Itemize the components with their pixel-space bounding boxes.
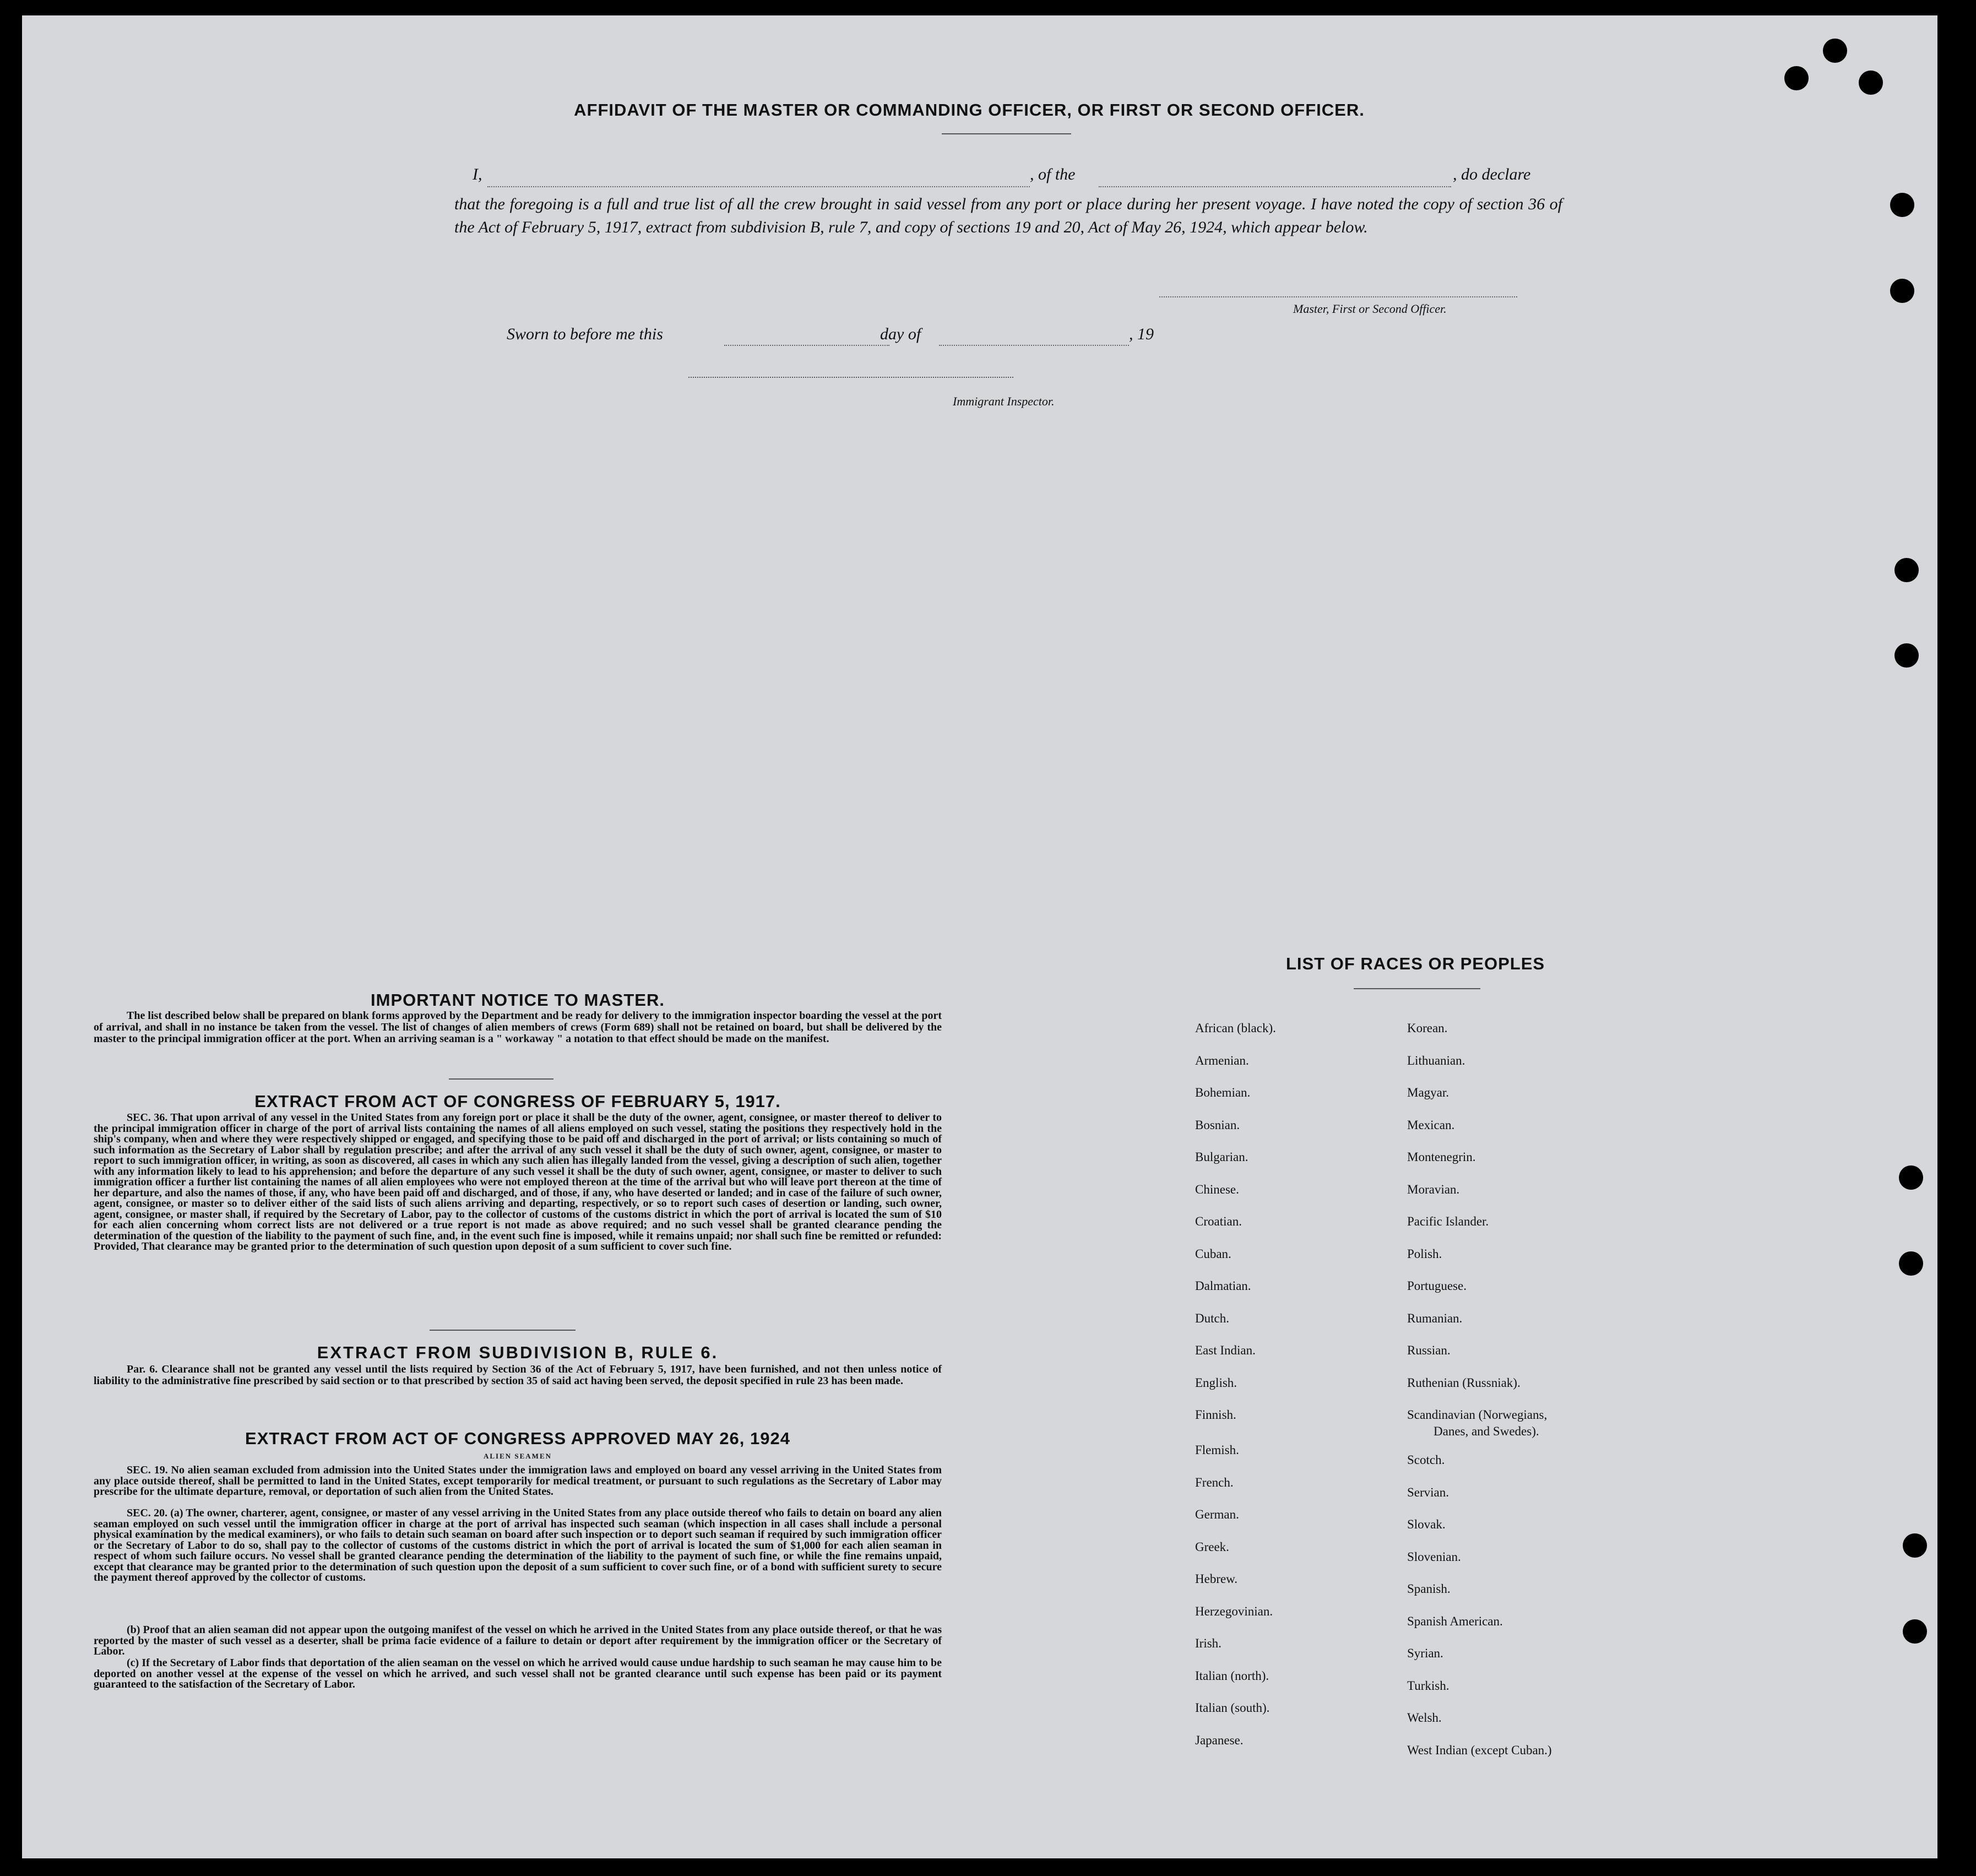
day-of-label: day of (880, 325, 921, 343)
race-item: Italian (south). (1195, 1701, 1270, 1715)
sworn-label: Sworn to before me this (507, 325, 663, 343)
race-item: Magyar. (1407, 1086, 1450, 1099)
race-item: Scandinavian (Norwegians, (1407, 1408, 1548, 1422)
subdivision-b-title: EXTRACT FROM SUBDIVISION B, RULE 6. (317, 1343, 719, 1362)
race-item: Finnish. (1195, 1408, 1236, 1422)
binder-hole (1903, 1619, 1927, 1644)
sec19-body: SEC. 19. No alien seaman excluded from admission into the United States under the immigration laws and employed on board any vessel arriving in the United States from any place outside thereof, shall be permitted to land in the United States, except temporarily for medical treatment, or pursuant to such regulations as the Secretary of Labor may prescribe for the ultimate departure, removal, or deportation of such alien from the United States. (94, 1464, 942, 1498)
race-item: Korean. (1407, 1021, 1448, 1035)
race-item: Scotch. (1407, 1453, 1445, 1467)
master-label: Master, First or Second Officer. (1293, 302, 1447, 316)
divider (449, 1078, 553, 1080)
divider (1354, 988, 1480, 989)
binder-hole (1890, 279, 1914, 303)
race-item: Turkish. (1407, 1678, 1450, 1693)
sec20b-body: (b) Proof that an alien seaman did not appear upon the outgoing manifest of the vessel on which he arrived in the United States from any place outside thereof, or that he was reported by the master of such vessel as a deserter, shall be prima facie evidence of a failure to detain or deport after requirement by the immigration officer or the Secretary of Labor. (94, 1624, 942, 1657)
extract-1924-subtitle: ALIEN SEAMEN (483, 1452, 552, 1460)
race-item: Italian (north). (1195, 1668, 1269, 1683)
race-item: African (black). (1195, 1021, 1276, 1035)
races-left-column (1195, 1012, 1276, 1756)
race-item: West Indian (except Cuban.) (1407, 1743, 1552, 1757)
race-item: Ruthenian (Russniak). (1407, 1375, 1521, 1390)
affidavit-body: that the foregoing is a full and true list of all the crew brought in said vessel from any port or place during her present voyage. I have noted the copy of section 36 of the Act of February 5, 1917, extract from subdivision B, rule 7, and copy of sections 19 and 20, Act of May 26, 1924, which appear below. (454, 195, 1562, 236)
race-item: Russian. (1407, 1343, 1451, 1357)
race-item: Lithuanian. (1407, 1053, 1465, 1067)
divider (942, 133, 1071, 134)
race-item: Greek. (1195, 1539, 1229, 1554)
race-item: Bohemian. (1195, 1086, 1251, 1099)
binder-hole (1784, 66, 1809, 90)
extract-1924-title: EXTRACT FROM ACT OF CONGRESS APPROVED MAY 26, 1924 (245, 1429, 790, 1448)
declarant-name-line[interactable] (487, 186, 1030, 187)
race-item: Chinese. (1195, 1182, 1239, 1196)
affidavit-title: AFFIDAVIT OF THE MASTER OR COMMANDING OFFICER, OR FIRST OR SECOND OFFICER. (574, 100, 1365, 120)
binder-hole (1890, 193, 1914, 217)
races-right-column (1407, 1012, 1552, 1766)
sworn-month-line[interactable] (939, 345, 1129, 346)
race-item: Spanish American. (1407, 1614, 1503, 1628)
extract-1917-title: EXTRACT FROM ACT OF CONGRESS OF FEBRUARY 5, 1917. (254, 1092, 781, 1111)
declarant-i-label: I, (473, 165, 482, 183)
inspector-signature-line[interactable] (688, 377, 1013, 378)
race-item: French. (1195, 1475, 1234, 1489)
race-item: Montenegrin. (1407, 1150, 1476, 1164)
race-item: Croatian. (1195, 1214, 1242, 1228)
race-item: Polish. (1407, 1246, 1442, 1261)
race-item: Bosnian. (1195, 1118, 1240, 1132)
race-item: Portuguese. (1407, 1279, 1467, 1293)
of-the-label: , of the (1030, 165, 1076, 183)
sec20c-body: (c) If the Secretary of Labor finds that deportation of the alien seaman on the vessel on which he arrived would cause undue hardship to such seaman he may cause him to be deported on another vessel at the expense of the vessel on which he arrived, and such vessel shall not be granted clearance until such expense has been paid or its payment guaranteed to the satisfaction of the Secretary of Labor. (94, 1657, 942, 1690)
race-item: Rumanian. (1407, 1311, 1463, 1325)
race-item: Slovak. (1407, 1517, 1446, 1531)
race-item: Syrian. (1407, 1646, 1443, 1660)
binder-hole (1823, 39, 1847, 63)
binder-hole (1894, 643, 1919, 668)
race-item: Danes, and Swedes). (1434, 1424, 1539, 1438)
race-item: Irish. (1195, 1636, 1222, 1650)
race-item: Dutch. (1195, 1311, 1229, 1325)
race-item: Japanese. (1195, 1733, 1244, 1747)
notice-title: IMPORTANT NOTICE TO MASTER. (371, 990, 665, 1010)
binder-hole (1903, 1533, 1927, 1558)
sec20a-body: SEC. 20. (a) The owner, charterer, agent, consignee, or master of any vessel arriving in the United States from any place outside thereof who fails to detain on board any alien seaman employed on such vessel until the immigration officer in charge at the port of arrival has inspected such seaman (which inspection in all cases shall include a personal physical examination by the medical examiners), or who fails to detain such seaman on board after such inspection or to deport such seaman if required by such immigration officer or the Secretary of Labor to do so, shall pay to the collector of customs of the customs district in which the port of arrival is located the sum of $1,000 for each alien seaman in respect of whom such failure occurs. No vessel shall be granted clearance pending the determination of the liability to the payment of such fine, or while the fine remains unpaid, except that clearance may be granted prior to the determination of such question upon the deposit of a sum sufficient to cover such fine, or of a bond with sufficient surety to secure the payment thereof approved by the collector of customs. (94, 1507, 942, 1584)
year-label: , 19 (1129, 325, 1154, 343)
race-item: East Indian. (1195, 1343, 1256, 1357)
extract-1917-body: SEC. 36. That upon arrival of any vessel in the United States from any foreign port or place it shall be the duty of the owner, agent, consignee, or master thereof to deliver to the principal immigration officer in charge of the port of arrival lists containing the names of all aliens employed on such vessel, stating the positions they respectively hold in the ship's company, when and where they were respectively shipped or engaged, and specifying those to be paid off and discharged in the port of arrival; or lists containing so much of such information as the Secretary of Labor shall by regulation prescribe; and after the arrival of any such vessel it shall be the duty of such owner, agent, consignee, or master to report to such immigration officer, in writing, as soon as discovered, all cases in which any such alien has illegally landed from the vessel, giving a description of such alien, together with any information likely to lead to his apprehension; and before the departure of any such vessel it shall be the duty of such owner, agent, consignee, or master to deliver to such immigration officer a further list containing the names of all alien employees who were not employed thereon at the time of the arrival but who will leave port thereon at the time of her departure, and also the names of those, if any, who have been paid off and discharged, and of those, if any, who have deserted or landed; and in case of the failure of such owner, agent, consignee, or master so to deliver either of the said lists of such aliens arriving and departing, respectively, or so to report such cases of desertion or landing, such owner, agent, consignee, or master shall, if required by the Secretary of Labor, pay to the collector of customs of the customs district in which the port of arrival is located the sum of $10 for each alien concerning whom correct lists are not delivered or a true report is not made as above required; and no such vessel shall be granted clearance pending the determination of the question of the liability to the payment of such fine, and, in the event such fine is imposed, while it remains unpaid; nor shall such fine be remitted or refunded: Provided, That clearance may be granted prior to the determination of such question upon deposit of a sum sufficient to cover such fine. (94, 1111, 942, 1253)
binder-hole (1859, 71, 1883, 95)
race-item: Hebrew. (1195, 1572, 1238, 1586)
do-declare-label: , do declare (1453, 165, 1531, 183)
race-item: German. (1195, 1508, 1239, 1521)
manifest-page (22, 15, 1937, 1858)
race-item: Welsh. (1407, 1711, 1442, 1725)
race-item: Bulgarian. (1195, 1150, 1248, 1164)
race-item: Pacific Islander. (1407, 1214, 1489, 1228)
race-item: Mexican. (1407, 1118, 1455, 1132)
race-item: English. (1195, 1375, 1237, 1390)
binder-hole (1894, 558, 1919, 582)
race-item: Flemish. (1195, 1443, 1239, 1457)
race-item: Herzegovinian. (1195, 1604, 1273, 1618)
inspector-label: Immigrant Inspector. (953, 394, 1055, 408)
race-item: Armenian. (1195, 1053, 1249, 1067)
vessel-name-line[interactable] (1099, 186, 1451, 187)
binder-hole (1899, 1165, 1923, 1190)
race-item: Servian. (1407, 1485, 1450, 1499)
race-item: Slovenian. (1407, 1549, 1461, 1564)
notice-body: The list described below shall be prepared on blank forms approved by the Department and be ready for delivery to the immigration inspector boarding the vessel at the port of arrival, and shall in no instance be taken from the vessel. The list of changes of alien members of crews (Form 689) shall not be retained on board, but shall be delivered by the master to the principal immigration officer at the port. When an arriving seaman is a " workaway " a notation to that effect should be made on the manifest. (94, 1010, 942, 1045)
master-signature-line[interactable] (1159, 296, 1517, 297)
race-item: Spanish. (1407, 1582, 1451, 1596)
race-item: Moravian. (1407, 1182, 1460, 1196)
divider (430, 1330, 576, 1331)
subdivision-b-body: Par. 6. Clearance shall not be granted any vessel until the lists required by Section 36 of the Act of February 5, 1917, have been furnished, and not then unless notice of liability to the administrative fine prescribed by said section or to that prescribed by section 35 of said act having been served, the deposit specified in rule 23 has been made. (94, 1363, 942, 1387)
sworn-day-line[interactable] (724, 345, 889, 346)
race-item: Cuban. (1195, 1246, 1231, 1261)
binder-hole (1899, 1251, 1923, 1276)
races-title: LIST OF RACES OR PEOPLES (1285, 954, 1545, 973)
race-item: Dalmatian. (1195, 1279, 1251, 1293)
